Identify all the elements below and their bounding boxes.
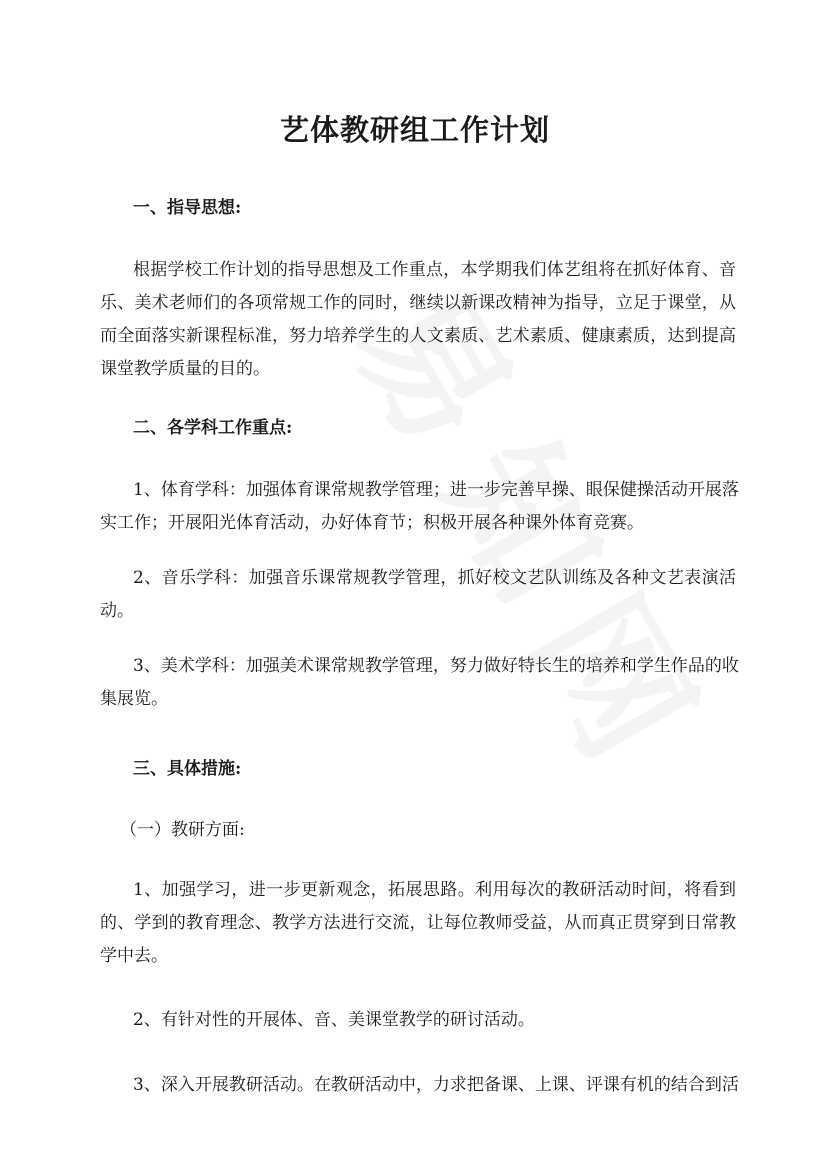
paragraph-guiding <box>100 254 736 386</box>
text-line: 3、美术学科：加强美术课常规教学管理，努力做好特长生的培养和学生作品的收 <box>133 656 739 676</box>
text-line: 3、深入开展教研活动。在教研活动中，力求把备课、上课、评课有机的结合到活 <box>133 1075 739 1095</box>
paragraph-measure-3 <box>100 1069 739 1102</box>
paragraph-measure-2 <box>100 1004 736 1037</box>
text-line: 动。 <box>100 601 134 621</box>
section-heading-guiding: 一、指导思想: <box>133 198 242 218</box>
paragraph-measure-1 <box>100 874 736 973</box>
section-heading-subjects: 二、各学科工作重点: <box>133 418 293 438</box>
document-title: 艺体教研组工作计划 <box>279 113 550 147</box>
paragraph-pe <box>100 474 739 540</box>
text-line: 根据学校工作计划的指导思想及工作重点，本学期我们体艺组将在抓好体育、音 <box>133 260 736 280</box>
subheading-research <box>100 814 736 847</box>
text-line: 2、有针对性的开展体、音、美课堂教学的研讨活动。 <box>133 1010 535 1030</box>
text-line: 而全面落实新课程标准，努力培养学生的人文素质、艺术素质、健康素质，达到提高 <box>100 326 736 346</box>
text-line: 1、体育学科：加强体育课常规教学管理；进一步完善早操、眼保健操活动开展落 <box>133 480 739 500</box>
text-line: 的、学到的教育理念、教学方法进行交流，让每位教师受益，从而真正贯穿到日常教 <box>100 913 736 933</box>
text-line: 1、加强学习，进一步更新观念，拓展思路。利用每次的教研活动时间，将看到 <box>133 880 736 900</box>
text-line: 乐、美术老师们的各项常规工作的同时，继续以新课改精神为指导，立足于课堂，从 <box>100 293 736 313</box>
text-line: （一）教研方面: <box>120 820 245 840</box>
paragraph-music <box>100 562 736 628</box>
text-line: 集展览。 <box>100 689 168 709</box>
section-heading-measures: 三、具体措施: <box>133 759 242 779</box>
text-line: 2、音乐学科：加强音乐课常规教学管理，抓好校文艺队训练及各种文艺表演活 <box>133 568 736 588</box>
paragraph-art <box>100 650 739 716</box>
text-line: 学中去。 <box>100 946 168 966</box>
text-line: 课堂教学质量的目的。 <box>100 359 270 379</box>
text-line: 实工作；开展阳光体育活动，办好体育节；积极开展各种课外体育竞赛。 <box>100 513 644 533</box>
